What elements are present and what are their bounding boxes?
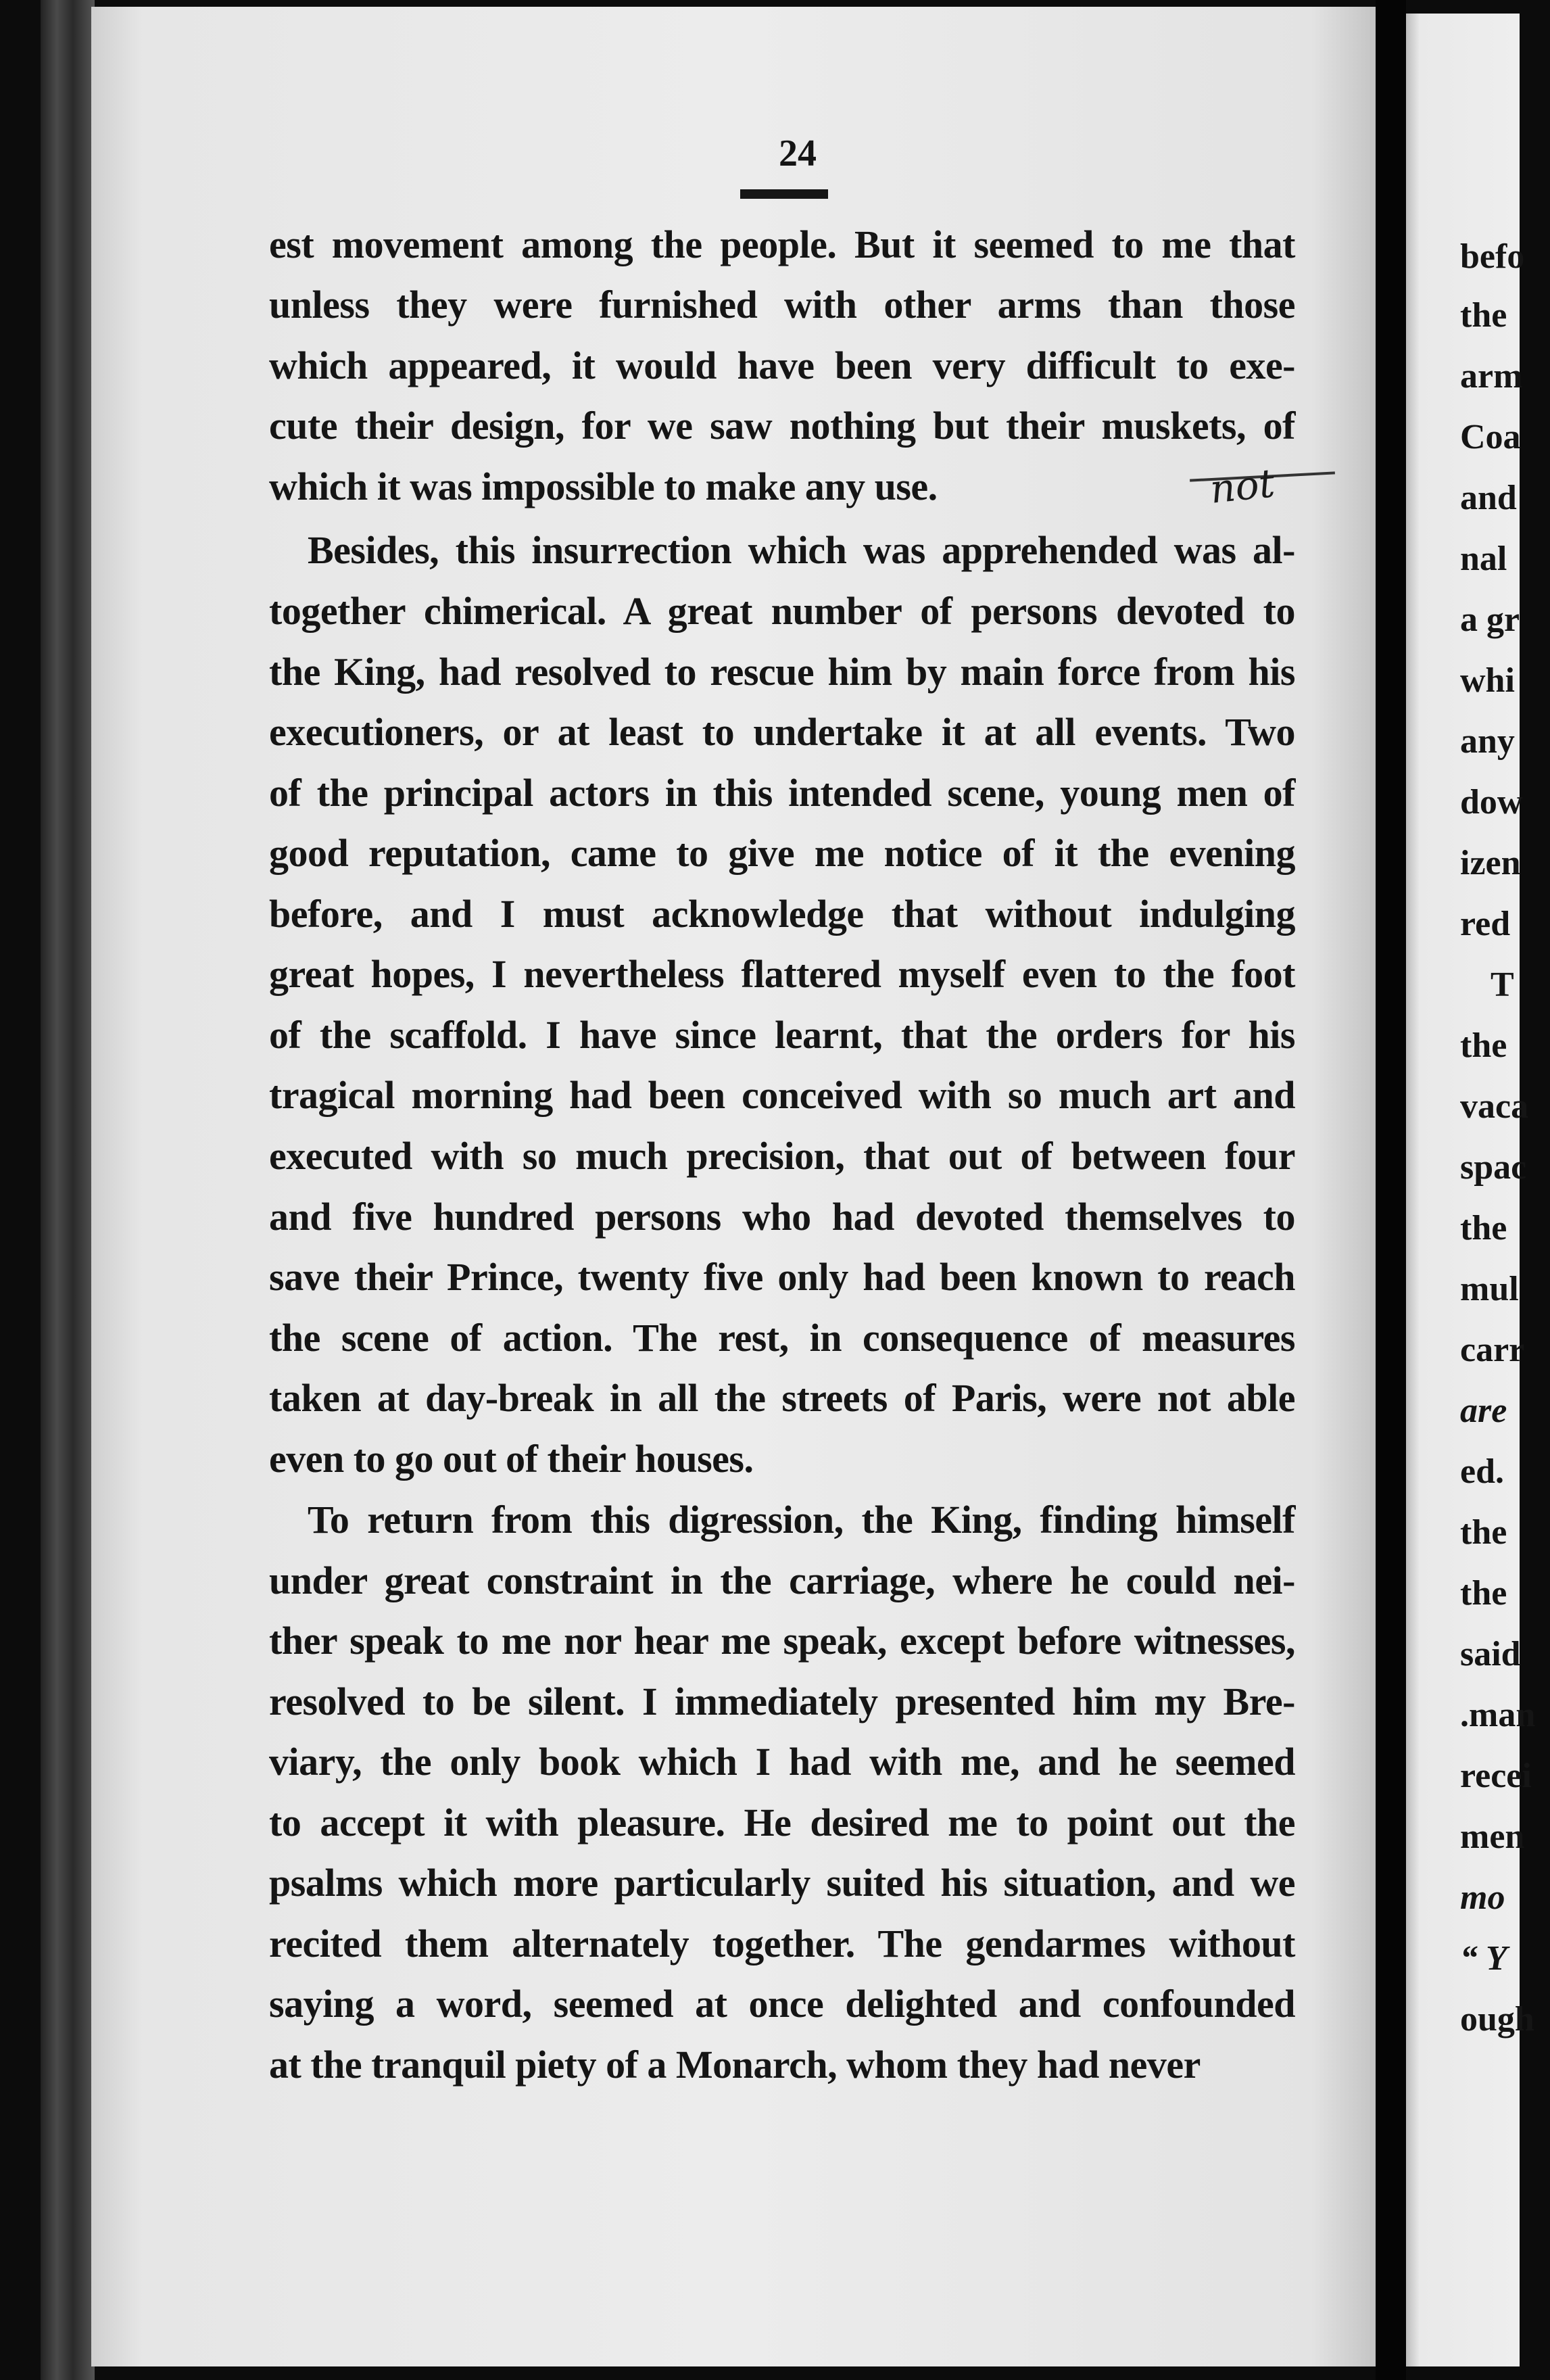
text-line: viary, the only book which I had with me, and he seemed (269, 1740, 1295, 1784)
right-page-line-fragment: carr (1460, 1331, 1525, 1369)
right-page-line-fragment: recei (1460, 1757, 1532, 1795)
right-page-line-fragment: are (1460, 1391, 1507, 1430)
text-line: executioners, or at least to undertake it at all events. Two (269, 710, 1295, 754)
right-page-line-fragment: spac (1460, 1148, 1527, 1187)
right-page-line-fragment: arm (1460, 357, 1523, 396)
text-line: taken at day-break in all the streets of Paris, were not able (269, 1376, 1295, 1420)
text-line: executed with so much precision, that out of between four (269, 1134, 1295, 1178)
text-line: resolved to be silent. I immediately presented him my Bre- (269, 1680, 1295, 1723)
right-page-line-fragment: whi (1460, 661, 1515, 700)
right-page-line-fragment: the (1460, 296, 1507, 335)
text-line: of the scaffold. I have since learnt, that the orders for his (269, 1013, 1295, 1057)
text-line: to accept it with pleasure. He desired me to point out the (269, 1801, 1295, 1844)
right-page-line-fragment: and (1460, 479, 1517, 517)
text-line: the King, had resolved to rescue him by main force from his (269, 650, 1295, 694)
text-line: even to go out of their houses. (269, 1437, 754, 1481)
text-line: of the principal actors in this intended scene, young men of (269, 771, 1295, 815)
right-page-line-fragment: the (1460, 1026, 1507, 1065)
page-number-rule (740, 189, 828, 199)
text-line: unless they were furnished with other arms than those (269, 283, 1295, 327)
right-page-line-fragment: the (1460, 1513, 1507, 1552)
text-line: together chimerical. A great number of persons devoted to (269, 589, 1295, 633)
text-line: which appeared, it would have been very difficult to exe- (269, 343, 1295, 387)
right-page-line-fragment: T (1491, 966, 1514, 1004)
text-line: recited them alternately together. The gendarmes without (269, 1922, 1295, 1966)
text-line: tragical morning had been conceived with so much art and (269, 1073, 1295, 1117)
right-page-line-fragment: nal (1460, 540, 1507, 578)
text-line: good reputation, came to give me notice of it the evening (269, 831, 1295, 875)
text-line: before, and I must acknowledge that without indulging (269, 892, 1295, 936)
text-line: great hopes, I nevertheless flattered myself even to the foot (269, 952, 1295, 996)
page-number: 24 (779, 133, 817, 174)
text-line: ther speak to me nor hear me speak, except before witnesses, (269, 1619, 1295, 1663)
right-page-line-fragment: befo (1460, 237, 1525, 276)
text-line: the scene of action. The rest, in consequence of measures (269, 1316, 1295, 1360)
text-line: To return from this digression, the King, finding himself (308, 1498, 1295, 1542)
text-line: and five hundred persons who had devoted themselves to (269, 1195, 1295, 1239)
right-page-line-fragment: dow (1460, 783, 1523, 822)
text-line: Besides, this insurrection which was apprehended was al- (308, 528, 1295, 572)
text-line: under great constraint in the carriage, where he could nei- (269, 1558, 1295, 1602)
text-line: saying a word, seemed at once delighted and confounded (269, 1982, 1295, 2026)
text-line: est movement among the people. But it seemed to me that (269, 222, 1295, 266)
right-page-line-fragment: red (1460, 905, 1511, 943)
right-page-line-fragment: said (1460, 1635, 1521, 1673)
text-line: at the tranquil piety of a Monarch, whom they had never (269, 2043, 1201, 2087)
book-binding-edge (41, 0, 95, 2380)
handwritten-margin-note: not (1207, 460, 1277, 513)
right-page-line-fragment: “ Y (1460, 1939, 1507, 1978)
right-page-line-fragment: vaca (1460, 1087, 1529, 1126)
book-gutter (1376, 0, 1406, 2380)
right-page-line-fragment: the (1460, 1574, 1507, 1613)
right-page-line-fragment: a gr (1460, 600, 1520, 639)
right-page-line-fragment: Coa (1460, 418, 1521, 456)
right-page-line-fragment: men (1460, 1817, 1525, 1856)
right-page-line-fragment: ough (1460, 2000, 1534, 2039)
text-line: which it was impossible to make any use. (269, 465, 938, 508)
text-line: save their Prince, twenty five only had been known to reach (269, 1255, 1295, 1299)
right-page-line-fragment: any (1460, 722, 1515, 761)
text-line: cute their design, for we saw nothing but their muskets, of (269, 404, 1295, 448)
right-page-line-fragment: izen (1460, 844, 1521, 882)
right-page-line-fragment: .man (1460, 1696, 1536, 1734)
right-page-line-fragment: ed. (1460, 1452, 1504, 1491)
text-line: psalms which more particularly suited his situation, and we (269, 1861, 1295, 1905)
right-page-line-fragment: the (1460, 1209, 1507, 1247)
right-page-line-fragment: mul (1460, 1270, 1519, 1308)
right-page-line-fragment: mo (1460, 1878, 1505, 1917)
